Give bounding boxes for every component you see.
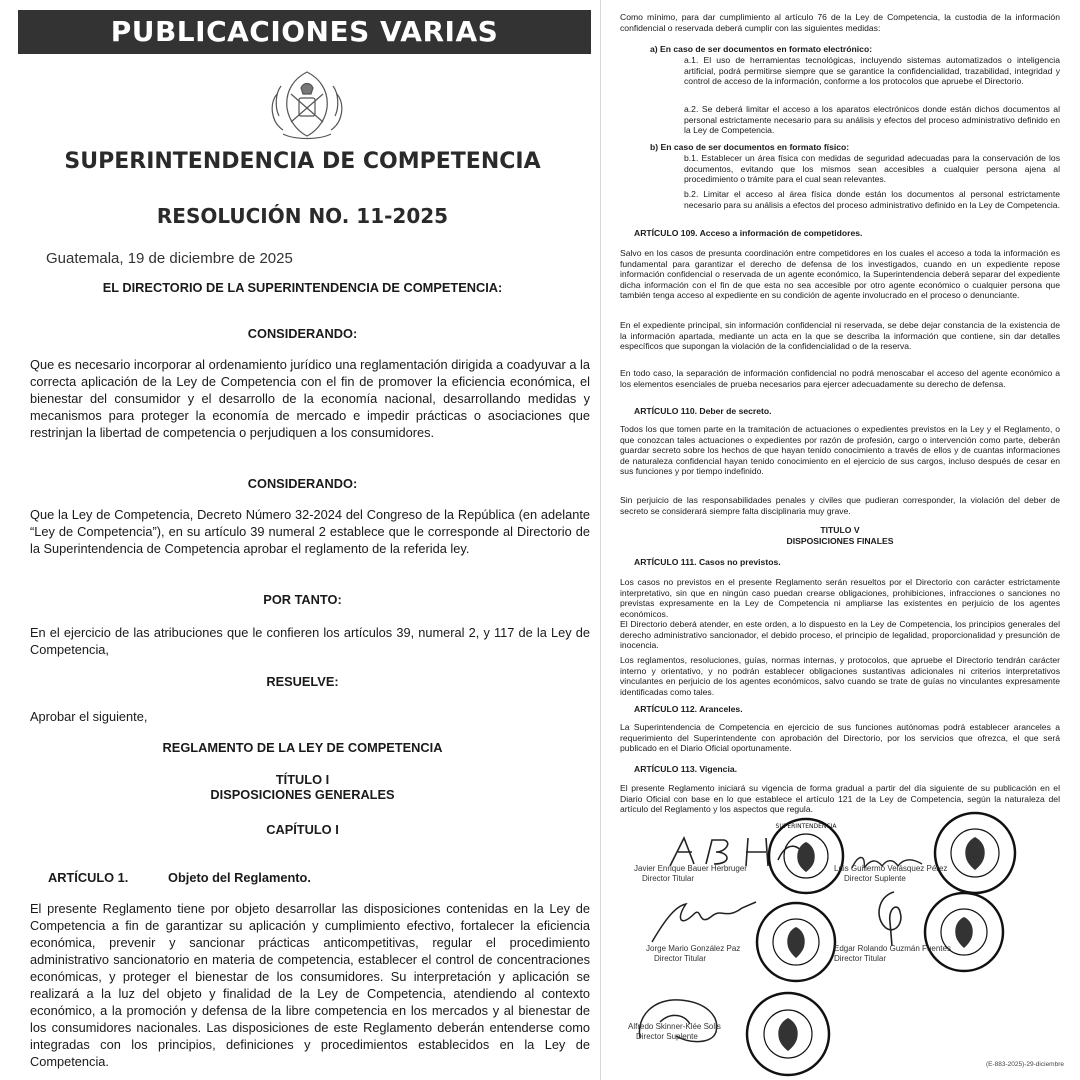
signature-role-2: Director Suplente <box>844 874 906 883</box>
considerando-heading-2: CONSIDERANDO: <box>247 476 358 491</box>
physical-heading: b) En caso de ser documentos en formato físico: <box>650 142 850 152</box>
coat-of-arms-icon <box>265 64 349 144</box>
article-109-p1: Salvo en los casos de presunta coordinación entre competidores en los cuales el acceso a toda la información es fundamental para garantizar el derecho de defensa de los investigados, cuando en un expediente repose información confidencial o reservada de un agente económico, la Superintendencia deberá separar del expediente dicha información con el fin de que esta no sea accesible por otro agente económico o cualquier persona que también tenga acceso al expediente en su condición de agente involucrado en el proceso o denunciante. <box>620 248 1060 301</box>
resolution-number: RESOLUCIÓN NO. 11-2025 <box>156 204 449 228</box>
board-heading: EL DIRECTORIO DE LA SUPERINTENDENCIA DE COMPETENCIA: <box>102 280 503 295</box>
signature-scribble-3 <box>646 898 766 948</box>
electronic-a2: a.2. Se deberá limitar el acceso a los aparatos electrónicos donde están dichos documentos al personal estrictamente necesario para su análisis y efectos del proceso administrativo definido en la Ley de Competencia. <box>684 104 1060 136</box>
article-110-heading: ARTÍCULO 110. Deber de secreto. <box>634 406 772 416</box>
article-112-heading: ARTÍCULO 112. Aranceles. <box>634 704 743 714</box>
custody-intro: Como mínimo, para dar cumplimiento al artículo 76 de la Ley de Competencia, la custodia de la información confidencial o reservada deberá cumplir con las siguientes medidas: <box>620 12 1060 33</box>
article-111-heading: ARTÍCULO 111. Casos no previstos. <box>634 557 781 567</box>
article-1-title: Objeto del Reglamento. <box>168 870 311 885</box>
seal-stamp-icon <box>932 810 1018 896</box>
article-112-p1: La Superintendencia de Competencia en ejercicio de sus funciones autónomas podrá establecer aranceles a requerimiento del Superintendente con aprobación del Directorio, por los servicios que ofrezca, el que será publicado en el Diario Oficial oportunamente. <box>620 722 1060 754</box>
considerando-text-1: Que es necesario incorporar al ordenamiento jurídico una reglamentación dirigida a coadyuvar a la correcta aplicación de la Ley de Competencia con el fin de promover la eficiencia económica, el bienestar del consumidor y el desarrollo de la economía nacional, desarrollando medidas y mecanismos para proteger la economía de mercado e impedir prácticas o asociaciones que restrinjan la libertad de competencia o perjudiquen a los consumidores. <box>30 357 590 440</box>
article-110-p1: Todos los que tomen parte en la tramitación de actuaciones o expedientes previstos en la Ley y el Reglamento, o que conozcan tales actuaciones o expedientes por razón de profesión, cargo o intervención como parte, deberán guardar secreto sobre los hechos de que hayan tenido conocimiento a través de ellos y de cuantas informaciones de naturaleza confidencial hayan tenido conocimiento en el ejercicio de sus cargos, incluso después de cesar en sus funciones y por tiempo indefinido. <box>620 424 1060 477</box>
article-111-p1: Los casos no previstos en el presente Reglamento serán resueltos por el Directorio con carácter estrictamente interpretativo, sin que en ningún caso puedan crearse obligaciones, prohibiciones, infracciones o sanciones no previstas expresamente en la Ley de Competencia ni ampliarse las existentes en perjuicio de los agentes económicos. <box>620 577 1060 619</box>
seal-stamp-icon <box>922 890 1006 974</box>
por-tanto-text: En el ejercicio de las atribuciones que le confieren los artículos 39, numeral 2, y 117 de la Ley de Competencia, <box>30 625 590 657</box>
article-109-heading: ARTÍCULO 109. Acceso a información de competidores. <box>634 228 863 238</box>
considerando-heading-1: CONSIDERANDO: <box>247 326 358 341</box>
signature-name-5: Alfredo Skinner-Klée Solis <box>628 1022 721 1031</box>
article-113-p1: El presente Reglamento iniciará su vigencia de forma gradual a partir del día siguiente de su publicación en el Diario Oficial con base en lo que establece el artículo 121 de la Ley de Competencia, según la naturaleza del artículo del Reglamento y los aspectos que regula. <box>620 783 1060 815</box>
seal-stamp-icon <box>744 990 832 1078</box>
page-divider <box>600 0 601 1080</box>
signature-name-2: Luis Guillermo Velásquez Pérez <box>834 864 948 873</box>
signature-name-3: Jorge Mario González Paz <box>646 944 741 953</box>
left-page <box>10 4 595 1076</box>
article-109-p3: En todo caso, la separación de información confidencial no podrá menoscabar el acceso del agente económico a los elementos esenciales de prueba necesarios para ejercer adecuadamente su derecho de defensa. <box>620 368 1060 389</box>
titulo-1: TÍTULO I <box>275 772 330 787</box>
article-113-heading: ARTÍCULO 113. Vigencia. <box>634 764 737 774</box>
svg-text:SUPERINTENDENCIA: SUPERINTENDENCIA <box>775 823 837 830</box>
signature-role-5: Director Suplente <box>636 1032 698 1041</box>
signature-role-4: Director Titular <box>834 954 887 963</box>
physical-b1: b.1. Establecer un área física con medidas de seguridad adecuadas para la conservación de los documentos, evitando que los mismos sean accesibles a cualquier persona ajena al procedimiento o trámite para el cual sean relevantes. <box>684 153 1060 185</box>
reglamento-title: REGLAMENTO DE LA LEY DE COMPETENCIA <box>162 740 443 755</box>
signature-role-1: Director Titular <box>642 874 695 883</box>
signature-role-3: Director Titular <box>654 954 707 963</box>
signature-name-1: Javier Enrique Bauer Herbruger <box>634 864 747 873</box>
considerando-text-2: Que la Ley de Competencia, Decreto Número 32-2024 del Congreso de la República (en adelante “Ley de Competencia”), en su artículo 39 numeral 2 establece que le corresponde al Directorio de la Superintendencia de Competencia aprobar el reglamento de la referida ley. <box>30 507 590 556</box>
electronic-a1: a.1. El uso de herramientas tecnológicas, incluyendo sistemas automatizados o inteligencia artificial, podrá permitirse siempre que se garantice la confidencialidad, trazabilidad, integridad y control de acceso de la información, conforme a los protocolos que apruebe el Directorio. <box>684 55 1060 87</box>
physical-b2: b.2. Limitar el acceso al área física donde están los documentos al personal estrictamente necesario para su análisis a efectos del proceso administrativo definido en la Ley de Competencia. <box>684 189 1060 210</box>
date-line: Guatemala, 19 de diciembre de 2025 <box>46 250 293 267</box>
signature-name-4: Edgar Rolando Guzmán Fuentes <box>834 944 951 953</box>
article-1-text: El presente Reglamento tiene por objeto desarrollar las disposiciones contenidas en la Ley de Competencia a fin de garantizar su aplicación y cumplimiento efectivo, fortalecer la eficiencia económica, prevenir y sancionar prácticas anticompetitivas, regular el procedimiento administrativo sancionatorio en materia de competencia, establecer el control de concentraciones económicas, y proteger el bienestar de los consumidores. Su interpretación y aplicación se realizará a la luz del objeto y finalidad de la Ley de Competencia, atendiendo al contexto económico, a la promoción y defensa de la libre competencia en los mercados y al bienestar de los consumidores nacionales. Las disposiciones de este Reglamento deberán entenderse como integradas con los principios, definiciones y procedimientos establecidos en la Ley de Competencia. <box>30 901 590 1069</box>
electronic-heading: a) En caso de ser documentos en formato electrónico: <box>650 44 873 54</box>
organization-title: SUPERINTENDENCIA DE COMPETENCIA <box>64 149 541 174</box>
signature-scribble-4 <box>864 888 924 950</box>
publication-footer: (E-883-2025)-29-diciembre <box>985 1061 1064 1068</box>
article-1-label: ARTÍCULO 1. <box>48 870 129 885</box>
section-banner: PUBLICACIONES VARIAS <box>18 10 591 54</box>
aprobar-text: Aprobar el siguiente, <box>30 709 148 724</box>
article-111-p3: Los reglamentos, resoluciones, guías, normas internas, y protocolos, que apruebe el Directorio tendrán carácter interno y orientativo, y no podrán establecer obligaciones sustantivas adicionales ni criterios interpretativos vinculantes en perjuicio de los agentes económicos, salvo cuando se trate de guías no vinculantes expresamente identificadas como tales. <box>620 655 1060 697</box>
titulo-5: TITULO V <box>820 525 860 535</box>
article-109-p2: En el expediente principal, sin información confidencial ni reservada, se debe dejar constancia de la existencia de la información apartada, mediante un acta en la que se describa la información que contiene, sin dar detalles específicos que supongan la violación de la confidencialidad o de la reserva. <box>620 320 1060 352</box>
disposiciones-generales: DISPOSICIONES GENERALES <box>210 787 395 802</box>
por-tanto-heading: POR TANTO: <box>263 592 342 607</box>
seal-stamp-icon <box>754 900 838 984</box>
capitulo-1: CAPÍTULO I <box>266 822 339 837</box>
right-page <box>606 4 1074 1076</box>
seal-stamp-icon <box>766 816 846 896</box>
resuelve-heading: RESUELVE: <box>266 674 339 689</box>
disposiciones-finales: DISPOSICIONES FINALES <box>786 536 894 546</box>
article-110-p2: Sin perjuicio de las responsabilidades penales y civiles que pudieran corresponder, la violación del deber de secreto se considerará siempre falta disciplinaria muy grave. <box>620 495 1060 516</box>
article-111-p2: El Directorio deberá atender, en este orden, a lo dispuesto en la Ley de Competencia, los principios generales del derecho administrativo sancionador, el debido proceso, el principio de legalidad, proporcionalidad y presunción de inocencia. <box>620 619 1060 651</box>
